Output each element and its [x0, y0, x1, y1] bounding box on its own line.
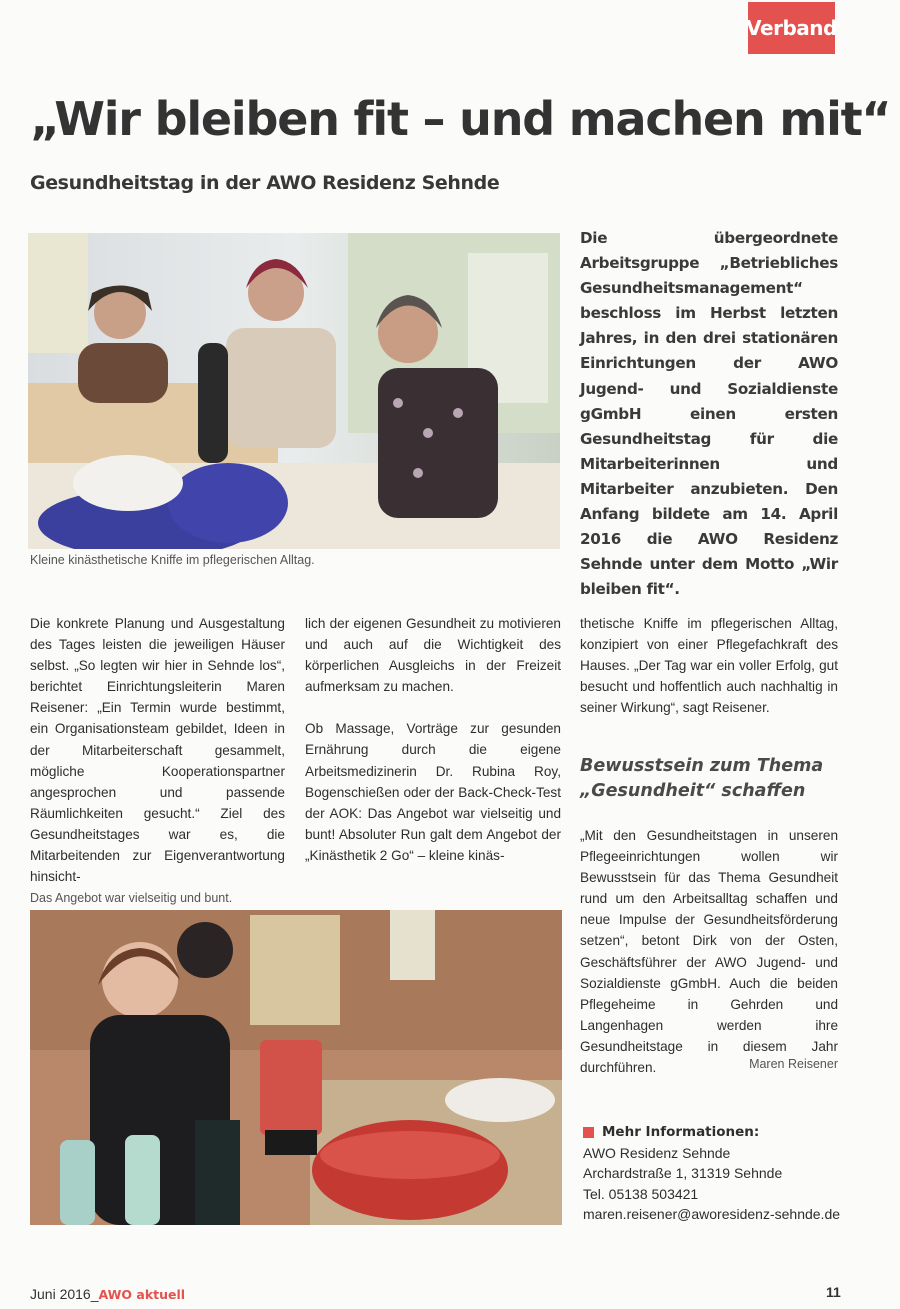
section-heading: Bewusstsein zum Thema „Gesundheit“ schaffen [580, 756, 824, 801]
info-org: AWO Residenz Sehnde [583, 1144, 731, 1161]
paragraph: Ob Massage, Vorträge zur gesunden Ernährung durch die eigene Arbeitsmedizinerin Dr. Rubina Roy, Bogenschießen oder der Back-Check-Test der AOK: Das Angebot war vielseitig und bunt! Absoluter Run galt dem Angebot der „Kinästhetik 2 Go“ – kleine kinäs- [305, 721, 561, 863]
footer-issue [30, 1286, 185, 1302]
author-name: Maren Reisener [749, 1057, 838, 1071]
article-headline: „Wir bleiben fit – und machen mit“ [30, 92, 891, 146]
photo-caption: Das Angebot war vielseitig und bunt. [30, 891, 233, 905]
paragraph: lich der eigenen Gesundheit zu motivieren und auch auf die Wichtigkeit des körperlichen Ausgleichs in der Freizeit aufmerksam zu machen. [305, 616, 561, 695]
paragraph: „Mit den Gesundheitstagen in unseren Pflegeeinrichtungen wollen wir Bewusstsein für das Thema Gesundheit rund um den Arbeitsalltag schaffen und neue Impulse der Gesundheitsförderung setzen“, betont Dirk von der Osten, Geschäftsführer der AWO Jugend- und Sozialdienste gGmbH. Auch die beiden Pflegeheime in Gehrden und Langenhagen werden ihre Gesundheitstage in diesem Jahr durchführen. [580, 828, 838, 1076]
page-number: 11 [826, 1284, 841, 1300]
article-lead: Die übergeordnete Arbeitsgruppe „Betriebliches Gesundheitsmanagement“ beschloss im Herbst letzten Jahres, in den drei stationären Einrichtungen der AWO Jugend- und Sozialdienste gGmbH einen ersten Gesundheitstag für die Mitarbeiterinnen und Mitarbeiter anzubieten. Den Anfang bildete am 14. April 2016 die AWO Residenz Sehnde unter dem Motto „Wir bleiben fit“. [580, 229, 838, 599]
footer-date: Juni 2016_ [30, 1286, 99, 1302]
article-subheadline: Gesundheitstag in der AWO Residenz Sehnde [30, 172, 500, 194]
info-email[interactable]: maren.reisener@aworesidenz-sehnde.de [583, 1206, 841, 1222]
body-column-2 [305, 613, 561, 887]
footer-magazine: AWO aktuell [98, 1287, 186, 1302]
section-badge: Verband [748, 2, 835, 54]
info-title [583, 1122, 863, 1143]
photo-caption: Kleine kinästhetische Kniffe im pflegerischen Alltag. [30, 553, 315, 567]
bullet-square-icon [583, 1127, 594, 1138]
body-column-1 [30, 613, 285, 908]
info-phone: Tel. 05138 503421 [583, 1185, 699, 1202]
paragraph: Die konkrete Planung und Ausgestaltung des Tages leisten die jeweiligen Häuser selbst. „So legten wir hier in Sehnde los“, berichtet Einrichtungsleiterin Maren Reisener: „Ein Termin wurde bestimmt, ein Organisationsteam gebildet, Ideen in der Mitarbeiterschaft gesammelt, mögliche Kooperationspartner angesprochen und passende Räumlichkeiten gesucht.“ Ziel des Gesundheitstages war es, die Mitarbeitenden zur Eigenverantwortung hinsicht- [30, 616, 285, 885]
info-box [583, 1122, 863, 1225]
photo-buffet [30, 910, 562, 1225]
body-column-3 [580, 613, 838, 739]
info-address: Archardstraße 1, 31319 Sehnde [583, 1165, 783, 1181]
photo-kinaesthetik [28, 233, 560, 549]
paragraph: thetische Kniffe im pflegerischen Alltag, konzipiert von einer Pflegefachkraft des Hauses. „Der Tag war ein voller Erfolg, gut besucht und hoffentlich auch nachhaltig in seiner Wirkung“, sagt Reisener. [580, 616, 838, 716]
info-title-text: Mehr Informationen: [602, 1124, 760, 1140]
